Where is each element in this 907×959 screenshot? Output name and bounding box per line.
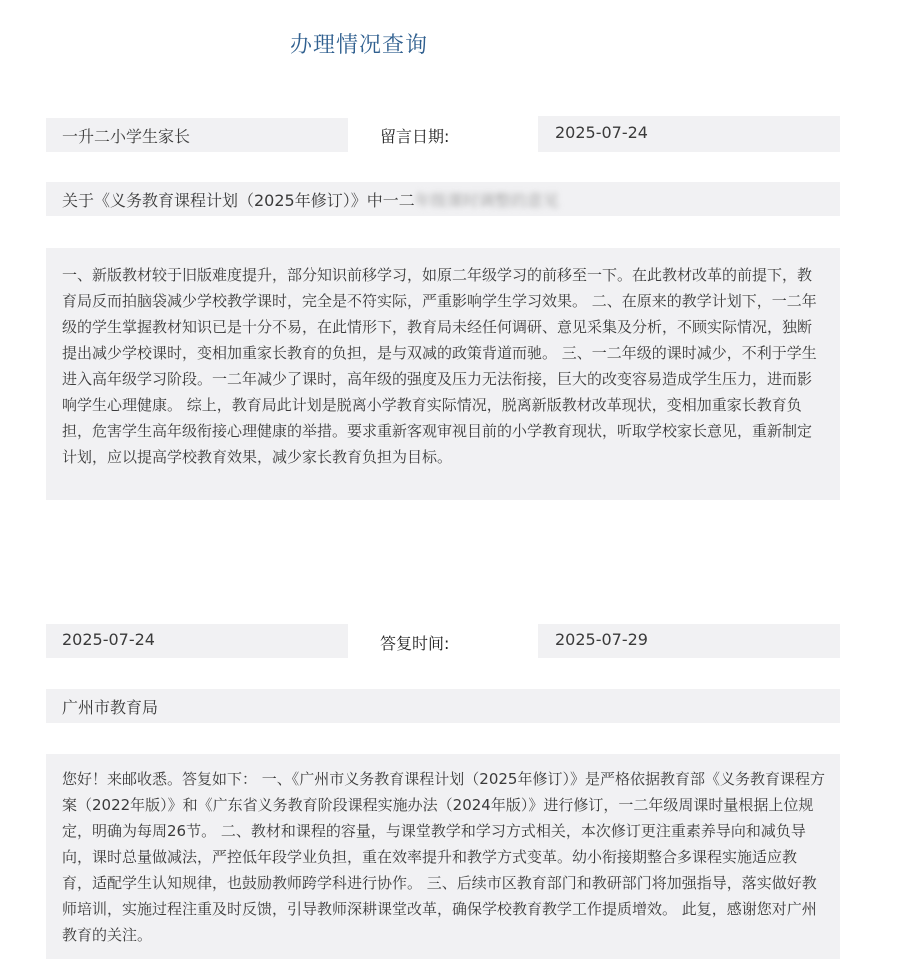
message-subject-obscured: 年级课时调整的意见 bbox=[414, 191, 559, 210]
reply-time-label: 答复时间: bbox=[380, 634, 450, 653]
reply-department-value: 广州市教育局 bbox=[62, 698, 159, 717]
message-body bbox=[46, 248, 840, 500]
message-date-label: 留言日期: bbox=[380, 127, 450, 146]
message-subject-value: 关于《义务教育课程计划（2025年修订）》中一二 bbox=[62, 191, 415, 210]
reply-department-field bbox=[46, 689, 840, 723]
message-subject-field bbox=[46, 182, 840, 216]
page-title: 办理情况查询 bbox=[290, 33, 429, 58]
received-date-value: 2025-07-24 bbox=[62, 630, 155, 649]
message-body-text: 一、新版教材较于旧版难度提升，部分知识前移学习，如原二年级学习的前移至一下。在此教材改革的前提下，教育局反而拍脑袋减少学校教学课时，完全是不符实际，严重影响学生学习效果。 二、在原来的教学计划下，一二年级的学生掌握教材知识已是十分不易，在此情形下，教育局未经任何调研、意见采集及分析，不顾实际情况，独断提出减少学校课时，变相加重家长教育的负担，是与双减的政策背道而驰。 三、一二年级的课时减少，不利于学生进入高年级学习阶段。一二年减少了课时，高年级的强度及压力无法衔接，巨大的改变容易造成学生压力，进而影响学生心理健康。 综上，教育局此计划是脱离小学教育实际情况，脱离新版教材改革现状，变相加重家长教育负担，危害学生高年级衔接心理健康的举措。要求重新客观审视目前的小学教育现状，听取学校家长意见，重新制定计划，应以提高学校教育效果，减少家长教育负担为目标。 bbox=[62, 266, 817, 466]
message-date-value: 2025-07-24 bbox=[555, 123, 648, 142]
reply-time-value: 2025-07-29 bbox=[555, 630, 648, 649]
message-date-field bbox=[538, 116, 840, 152]
reply-body bbox=[46, 754, 840, 959]
message-author-value: 一升二小学生家长 bbox=[62, 127, 191, 146]
reply-time-field bbox=[538, 624, 840, 658]
message-author-field bbox=[46, 118, 348, 152]
received-date-field bbox=[46, 624, 348, 658]
reply-body-text: 您好！来邮收悉。答复如下： 一、《广州市义务教育课程计划（2025年修订）》是严格依据教育部《义务教育课程方案（2022年版）》和《广东省义务教育阶段课程实施办法（2024年版）》进行修订，一二年级周课时量根据上位规定，明确为每周26节。 二、教材和课程的容量，与课堂教学和学习方式相关，本次修订更注重素养导向和减负导向，课时总量做减法，严控低年段学业负担，重在效率提升和教学方式变革。幼小衔接期整合多课程实施适应教育，适配学生认知规律，也鼓励教师跨学科进行协作。 三、后续市区教育部门和教研部门将加强指导，落实做好教师培训，实施过程注重及时反馈，引导教师深耕课堂改革，确保学校教育教学工作提质增效。 此复，感谢您对广州教育的关注。 bbox=[62, 770, 825, 944]
